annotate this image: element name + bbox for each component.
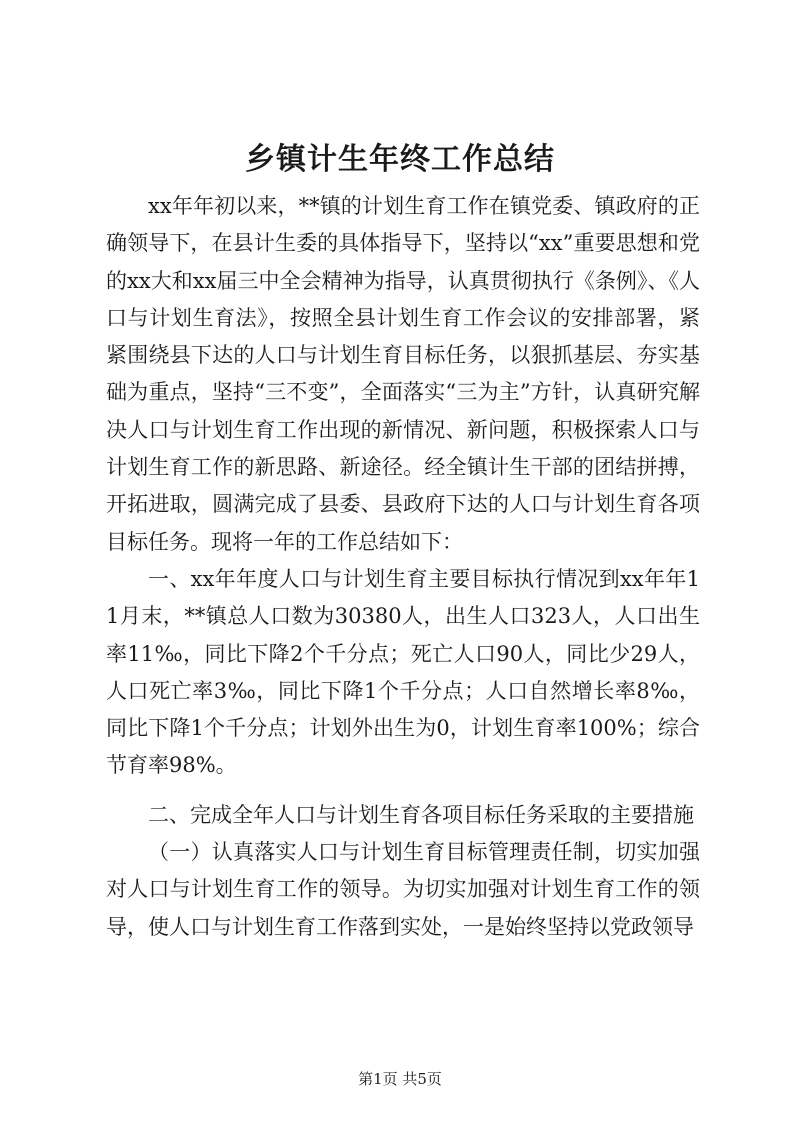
document-body — [106, 188, 700, 946]
paragraph-intro: xx年年初以来，**镇的计划生育工作在镇党委、镇政府的正确领导下，在县计生委的具体指导下，坚持以“xx”重要思想和党的xx大和xx届三中全会精神为指导，认真贯彻执行《条例》、《人口与计划生育法》，按照全县计划生育工作会议的安排部署，紧紧围绕县下达的人口与计划生育目标任务，以狠抓基层、夯实基础为重点，坚持“三不变”，全面落实“三为主”方针，认真研究解决人口与计划生育工作出现的新情况、新问题，积极探索人口与计划生育工作的新思路、新途径。经全镇计生干部的团结拼搏，开拓进取，圆满完成了县委、县政府下达的人口与计划生育各项目标任务。现将一年的工作总结如下： — [106, 194, 700, 554]
paragraph-section-2-heading: 二、完成全年人口与计划生育各项目标任务采取的主要措施 — [148, 802, 694, 827]
paragraph-subsection-1: （一）认真落实人口与计划生育目标管理责任制，切实加强对人口与计划生育工作的领导。为切实加强对计划生育工作的领导，使人口与计划生育工作落到实处，一是始终坚持以党政领导 — [106, 840, 700, 939]
page-number-footer: 第1页 共5页 — [358, 1070, 442, 1088]
paragraph-section-1: 一、xx年年度人口与计划生育主要目标执行情况到xx年年11月末，**镇总人口数为30380人，出生人口323人，人口出生率11‰，同比下降2个千分点；死亡人口90人，同比少29人，人口死亡率3‰，同比下降1个千分点；人口自然增长率8‰，同比下降1个千分点；计划外出生为0，计划生育率100%；综合节育率98%。 — [106, 566, 700, 778]
document-title: 乡镇计生年终工作总结 — [245, 142, 555, 177]
